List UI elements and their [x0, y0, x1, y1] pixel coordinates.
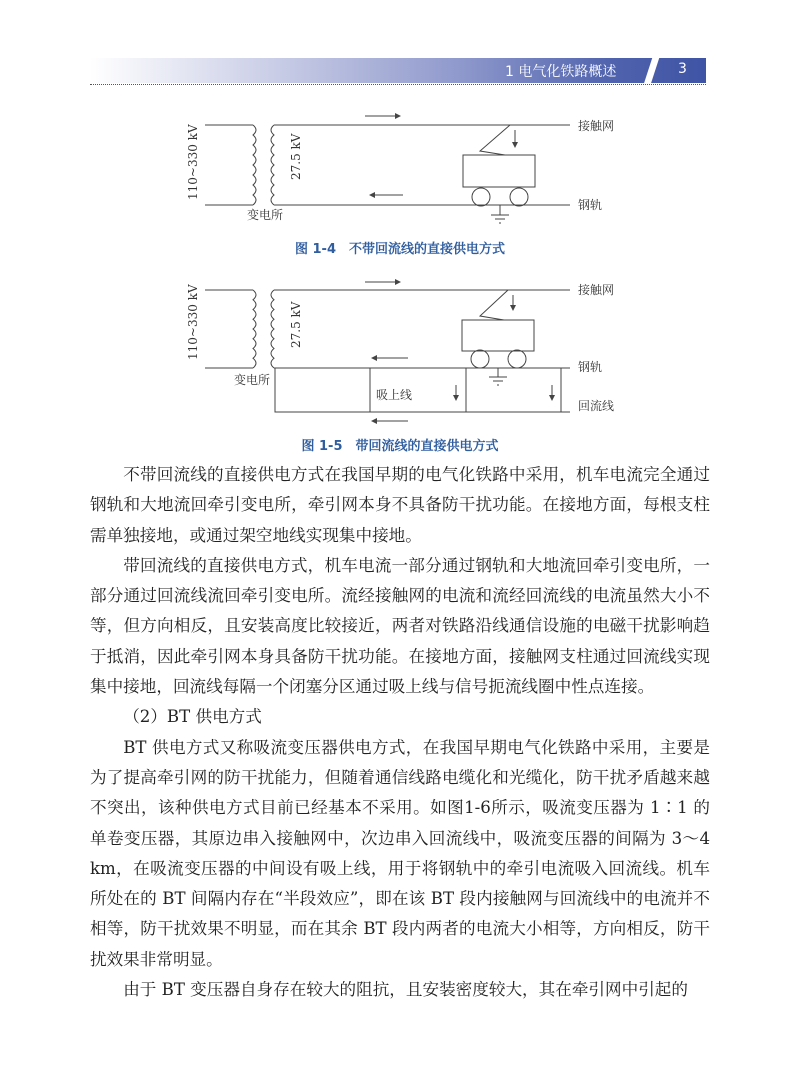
- substation-label: 变电所: [247, 208, 284, 222]
- paragraph: 带回流线的直接供电方式，机车电流一部分通过钢轨和大地流回牵引变电所，一部分通过回流线流回牵引变电所。流经接触网的电流和流经回流线的电流虽然大小不等，但方向相反，且安装高度比较接近，两者对铁路沿线通信设施的电磁干扰影响趋于抵消，因此牵引网本身具备防干扰功能。在接地方面，接触网支柱通过回流线实现集中接地，回流线每隔一个闭塞分区通过吸上线与信号扼流线圈中性点连接。: [90, 555, 710, 697]
- figure-diagrams: [0, 0, 800, 460]
- contact-line-label: 接触网: [578, 119, 615, 133]
- secondary-voltage-label: 27.5 kV: [289, 133, 303, 180]
- primary-voltage-label: 110~330 kV: [186, 124, 200, 200]
- chapter-title: 1 电气化铁路概述: [505, 64, 617, 80]
- primary-coil: [253, 125, 256, 205]
- ground-icon: [491, 205, 509, 223]
- secondary-coil: [271, 125, 274, 205]
- pantograph: [480, 125, 510, 155]
- paragraph: 不带回流线的直接供电方式在我国早期的电气化铁路中采用，机车电流完全通过钢轨和大地流回牵引变电所，牵引网本身不具备防干扰功能。在接地方面，每根支柱需单独接地，或通过架空地线实现集中接地。: [90, 465, 710, 545]
- rail-label: 钢轨: [578, 198, 603, 212]
- page-number: 3: [678, 61, 687, 77]
- suction-wire-label: 吸上线: [376, 388, 413, 402]
- substation-label: 变电所: [234, 373, 271, 387]
- secondary-voltage-label: 27.5 kV: [289, 301, 303, 348]
- contact-line-label: 接触网: [578, 283, 615, 297]
- primary-voltage-label: 110~330 kV: [186, 284, 200, 360]
- paragraph: 由于 BT 变压器自身存在较大的阻抗，且安装密度较大，其在牵引网中引起的: [123, 980, 688, 1000]
- figure-1-4-caption: 图 1-4 不带回流线的直接供电方式: [294, 242, 505, 257]
- locomotive-body: [463, 155, 535, 187]
- figure-1-4-diagram: [205, 116, 570, 223]
- body-text: [90, 460, 710, 1005]
- return-line-label: 回流线: [578, 399, 615, 413]
- rail-label: 钢轨: [578, 360, 603, 374]
- paragraph: BT 供电方式又称吸流变压器供电方式，在我国早期电气化铁路中采用，主要是为了提高牵引网的防干扰能力，但随着通信线路电缆化和光缆化，防干扰矛盾越来越不突出，该种供电方式目前已经基本不采用。如图1-6所示，吸流变压器为 1∶1 的单卷变压器，其原边串入接触网中，次边串入回流线中，吸流变压器的间隔为 3～4 km，在吸流变压器的中间设有吸上线，用于将钢轨中的牵引电流吸入回流线。机车所处在的 BT 间隔内存在“半段效应”，即在该 BT 段内接触网与回流线中的电流并不相等，防干扰效果不明显，而在其余 BT 段内两者的电流大小相等，方向相反，防干扰效果非常明显。: [90, 737, 710, 969]
- section-heading: （2）BT 供电方式: [123, 707, 262, 727]
- figure-1-5-caption: 图 1-5 带回流线的直接供电方式: [301, 439, 499, 454]
